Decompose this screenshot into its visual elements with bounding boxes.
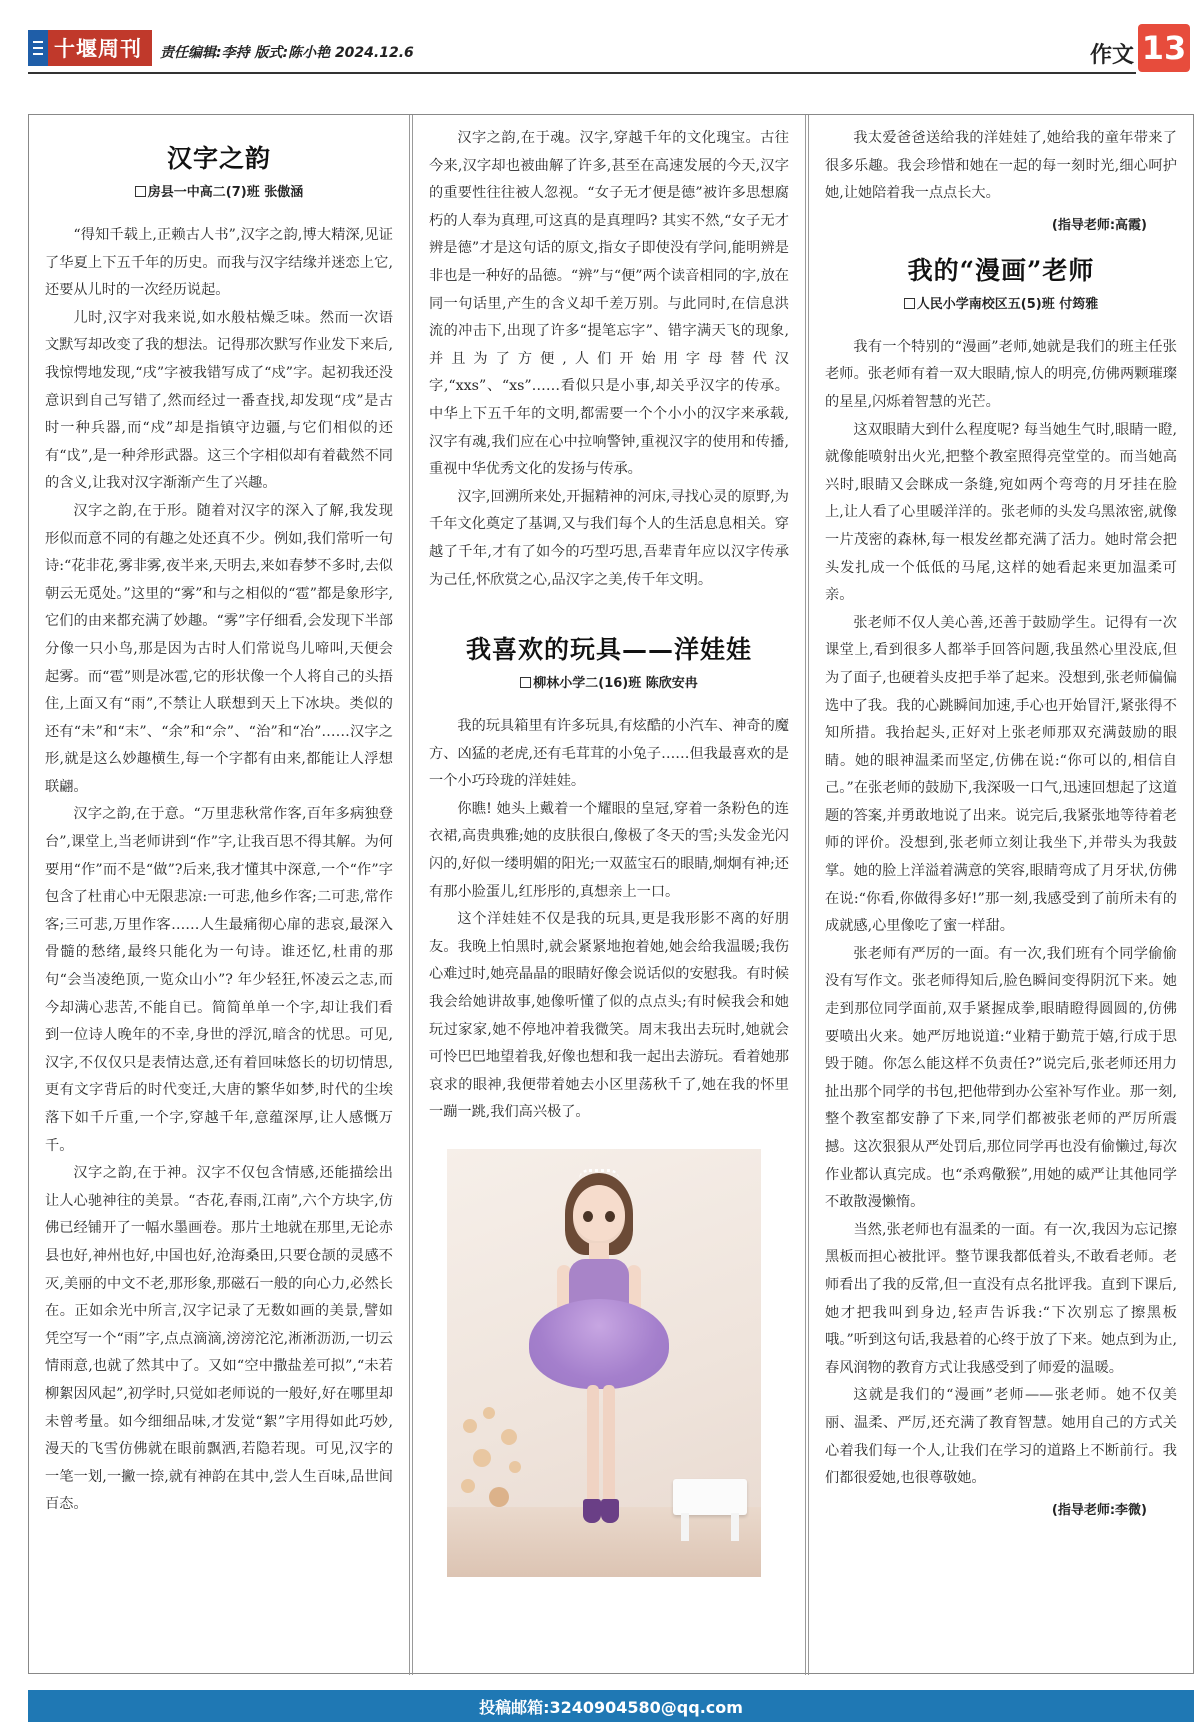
dried-flowers-illustration <box>453 1399 543 1539</box>
masthead-logo <box>28 30 152 66</box>
article-byline <box>825 293 1177 312</box>
byline-box-icon <box>135 186 146 197</box>
paragraph: “得知千载上,正赖古人书”,汉字之韵,博大精深,见证了华夏上下五千年的历史。而我与汉字结缘并迷恋上它,还要从儿时的一次经历说起。 <box>45 227 393 299</box>
paragraph: 这就是我们的“漫画”老师——张老师。她不仅美丽、温柔、严厉,还充满了教育智慧。她用自己的方式关心着我们每一个人,让我们在学习的道路上不断前行。我们都很爱她,也很尊敬她。 <box>825 1387 1177 1487</box>
paragraph: 汉字之韵,在于形。随着对汉字的深入了解,我发现形似而意不同的有趣之处还真不少。例如,我们常听一句诗:“花非花,雾非雾,夜半来,天明去,来如春梦不多时,去似朝云无觅处。”这里的“雾”和与之相似的“雹”都是象形字,它们的由来都充满了妙趣。“雾”字仔细看,会发现下半部分像一只小鸟,那是因为古时人们常说鸟儿啼叫,天便会起雾。而“雹”则是冰雹,它的形状像一个人将自己的头捂住,上面又有“雨”,不禁让人联想到天上下冰块。类似的还有“未”和“末”、“余”和“佘”、“治”和“冶”……汉字之形,就是这么妙趣横生,每一个字都有由来,都能让人浮想联翩。 <box>45 502 393 795</box>
editor-credits: 责任编辑:李持 版式:陈小艳 2024.12.6 <box>160 45 414 61</box>
paragraph: 我有一个特别的“漫画”老师,她就是我们的班主任张老师。张老师有着一双大眼睛,惊人的明亮,仿佛两颗璀璨的星星,闪烁着智慧的光芒。 <box>825 338 1177 410</box>
advisor-credit: (指导老师:高霞) <box>1051 217 1147 233</box>
doll-illustration <box>573 1185 625 1245</box>
byline-text: 房县一中高二(7)班 张傲涵 <box>147 185 304 200</box>
submission-email-bar <box>28 1690 1194 1722</box>
paragraph: 张老师有严厉的一面。有一次,我们班有个同学偷偷没有写作文。张老师得知后,脸色瞬间变得阴沉下来。她走到那位同学面前,双手紧握成拳,眼睛瞪得圆圆的,仿佛要喷出火来。她严厉地说道:“业精于勤荒于嬉,行成于思毁于随。你怎么能这样不负责任?”说完后,张老师还用力扯出那个同学的书包,把他带到办公室补写作业。那一刻,整个教室都安静了下来,同学们都被张老师的严厉所震撼。这次狠狠从严处罚后,那位同学再也没有偷懒过,每次作业都认真完成。也“杀鸡儆猴”,用她的威严让其他同学不敢散漫懒惰。 <box>825 945 1177 1211</box>
paragraph: 汉字,回溯所来处,开掘精神的河床,寻找心灵的原野,为千年文化奠定了基调,又与我们每个人的生活息息相关。穿越了千年,才有了如今的巧型巧思,吾辈青年应以汉字传承为己任,怀欣赏之心,品汉字之美,传千年文明。 <box>429 488 789 588</box>
masthead-title: 十堰周刊 <box>54 37 142 61</box>
column-2 <box>413 115 805 1675</box>
advisor-credit: (指导老师:李微) <box>1051 1502 1147 1518</box>
paragraph: 儿时,汉字对我来说,如水般枯燥乏味。然而一次语文默写却改变了我的想法。记得那次默写作业发下来后,我惊愕地发现,“戌”字被我错写成了“戍”字。起初我还没意识到自己写错了,然而经过一番查找,却发现“戌”是古时一种兵器,而“戍”却是指镇守边疆,与它们相似的还有“戉”,是一种斧形武器。这三个字相似却有着截然不同的含义,让我对汉字渐渐产生了兴趣。 <box>45 309 393 492</box>
page-number-badge: 13 <box>1138 24 1190 72</box>
paragraph: 我的玩具箱里有许多玩具,有炫酷的小汽车、神奇的魔方、凶猛的老虎,还有毛茸茸的小兔子……但我最喜欢的是一个小巧玲珑的洋娃娃。 <box>429 718 789 790</box>
article-title: 汉字之韵 <box>166 144 271 173</box>
masthead-flag-icon <box>28 30 48 66</box>
paragraph: 这个洋娃娃不仅是我的玩具,更是我形影不离的好朋友。我晚上怕黑时,就会紧紧地抱着她,她会给我温暖;我伤心难过时,她亮晶晶的眼睛好像会说话似的安慰我。有时候我会给她讲故事,她像听懂了似的点点头;有时候我会和她玩过家家,她不停地冲着我微笑。周末我出去玩时,她就会可怜巴巴地望着我,好像也想和我一起出去游玩。看着她那哀求的眼神,我便带着她去小区里荡秋千了,她在我的怀里一蹦一跳,我们高兴极了。 <box>429 911 789 1121</box>
article-byline <box>45 181 393 200</box>
column-3 <box>809 115 1193 1675</box>
paragraph: 我太爱爸爸送给我的洋娃娃了,她给我的童年带来了很多乐趣。我会珍惜和她在一起的每一刻时光,细心呵护她,让她陪着我一点点长大。 <box>825 130 1177 202</box>
toy-bench-illustration <box>673 1479 747 1515</box>
byline-text: 柳林小学二(16)班 陈欣安冉 <box>533 676 698 692</box>
section-label: 作文 <box>1090 43 1135 68</box>
paragraph: 汉字之韵,在于神。汉字不仅包含情感,还能描绘出让人心驰神往的美景。“杏花,春雨,江南”,六个方块字,仿佛已经铺开了一幅水墨画卷。那片土地就在那里,无论赤县也好,神州也好,中国也好,沧海桑田,只要仓颉的灵感不灭,美丽的中文不老,那形象,那磁石一般的向心力,必然长在。正如余光中所言,汉字记录了无数如画的美景,譬如凭空写一个“雨”字,点点滴滴,滂滂沱沱,淅淅沥沥,一切云情雨意,也就了然其中了。又如“空中撒盐差可拟”,“未若柳絮因风起”,初学时,只觉如老师说的一般好,好在哪里却未曾考量。如今细细品味,才发觉“絮”字用得如此巧妙,漫天的飞雪仿佛就在眼前飘洒,若隐若现。可见,汉字的一笔一划,一撇一捺,就有神韵在其中,尝人生百味,品世间百态。 <box>45 1165 393 1513</box>
byline-box-icon <box>520 677 531 688</box>
paragraph: 这双眼睛大到什么程度呢? 每当她生气时,眼睛一瞪,就像能喷射出火光,把整个教室照得亮堂堂的。而当她高兴时,眼睛又会眯成一条缝,宛如两个弯弯的月牙挂在脸上,让人看了心里暖洋洋的。张老师的头发乌黑浓密,就像一片茂密的森林,每一根发丝都充满了活力。她时常会把头发扎成一个低低的马尾,这样的她看起来更加温柔可亲。 <box>825 421 1177 604</box>
page-header <box>0 0 1200 92</box>
article-title: 我的“漫画”老师 <box>907 255 1095 285</box>
content-frame <box>28 114 1194 1674</box>
byline-box-icon <box>904 298 915 309</box>
byline-text: 人民小学南校区五(5)班 付筠雅 <box>916 296 1099 312</box>
column-1 <box>29 115 409 1675</box>
article-byline <box>429 672 789 691</box>
submission-email: 投稿邮箱:3240904580@qq.com <box>479 1697 743 1717</box>
header-rule <box>28 72 1136 74</box>
paragraph: 当然,张老师也有温柔的一面。有一次,我因为忘记擦黑板而担心被批评。整节课我都低着头,不敢看老师。老师看出了我的反常,但一直没有点名批评我。直到下课后,她才把我叫到身边,轻声告诉我:“下次别忘了擦黑板哦。”听到这句话,我悬着的心终于放了下来。她点到为止,春风润物的教育方式让我感受到了师爱的温暖。 <box>825 1221 1177 1376</box>
paragraph: 你瞧! 她头上戴着一个耀眼的皇冠,穿着一条粉色的连衣裙,高贵典雅;她的皮肤很白,像极了冬天的雪;头发金光闪闪的,好似一缕明媚的阳光;一双蓝宝石的眼睛,炯炯有神;还有那小脸蛋儿,红彤彤的,真想亲上一口。 <box>429 800 789 900</box>
paragraph: 张老师不仅人美心善,还善于鼓励学生。记得有一次课堂上,看到很多人都举手回答问题,我虽然心里没底,但为了面子,也硬着头皮把手举了起来。没想到,张老师偏偏选中了我。我的心跳瞬间加速,手心也开始冒汗,紧张得不知所措。我抬起头,正好对上张老师那双充满鼓励的眼睛。她的眼神温柔而坚定,仿佛在说:“你可以的,相信自己。”在张老师的鼓励下,我深吸一口气,迅速回想起了这道题的答案,并勇敢地说了出来。说完后,我紧张地等待着老师的评价。没想到,张老师立刻让我坐下,并带头为我鼓掌。她的脸上洋溢着满意的笑容,眼睛弯成了月牙状,仿佛在说:“你看,你做得多好!”那一刻,我感受到了前所未有的成就感,心里像吃了蜜一样甜。 <box>825 614 1177 935</box>
article-title: 我喜欢的玩具——洋娃娃 <box>465 635 752 665</box>
paragraph: 汉字之韵,在于意。“万里悲秋常作客,百年多病独登台”,课堂上,当老师讲到“作”字,让我百思不得其解。为何要用“作”而不是“做”?后来,我才懂其中深意,一个“作”字包含了杜甫心中无限悲凉:一可悲,他乡作客;二可悲,常作客;三可悲,万里作客……人生最痛彻心扉的悲哀,最深入骨髓的愁绪,最终只能化为一句诗。谁还忆,杜甫的那句“会当凌绝顶,一览众山小”? 年少轻狂,怀凌云之志,而今却满心悲苦,不能自已。简简单单一个字,却让我们看到一位诗人晚年的不幸,身世的浮沉,暗含的忧思。可见,汉字,不仅仅只是表情达意,还有着回味悠长的切切情思,更有文字背后的时代变迁,大唐的繁华如梦,时代的尘埃落下如千斤重,一个字,穿越千年,意蕴深厚,让人感慨万千。 <box>45 806 393 1154</box>
doll-photo <box>447 1149 761 1577</box>
paragraph: 汉字之韵,在于魂。汉字,穿越千年的文化瑰宝。古往今来,汉字却也被曲解了许多,甚至在高速发展的今天,汉字的重要性往往被人忽视。“女子无才便是德”被许多思想腐朽的人奉为真理,可这真的是真理吗? 其实不然,“女子无才辨是德”才是这句话的原文,指女子即使没有学问,能明辨是非也是一种好的品德。“辨”与“便”两个读音相同的字,放在同一句话里,产生的含义却千差万别。与此同时,在信息洪流的冲击下,出现了许多“提笔忘字”、错字满天飞的现象,并且为了方便,人们开始用字母替代汉字,“xxs”、“xs”……看似只是小事,却关乎汉字的传承。中华上下五千年的文明,都需要一个个小小的汉字来承载,汉字有魂,我们应在心中拉响警钟,重视汉字的使用和传播,重视中华优秀文化的发扬与传承。 <box>429 130 789 478</box>
